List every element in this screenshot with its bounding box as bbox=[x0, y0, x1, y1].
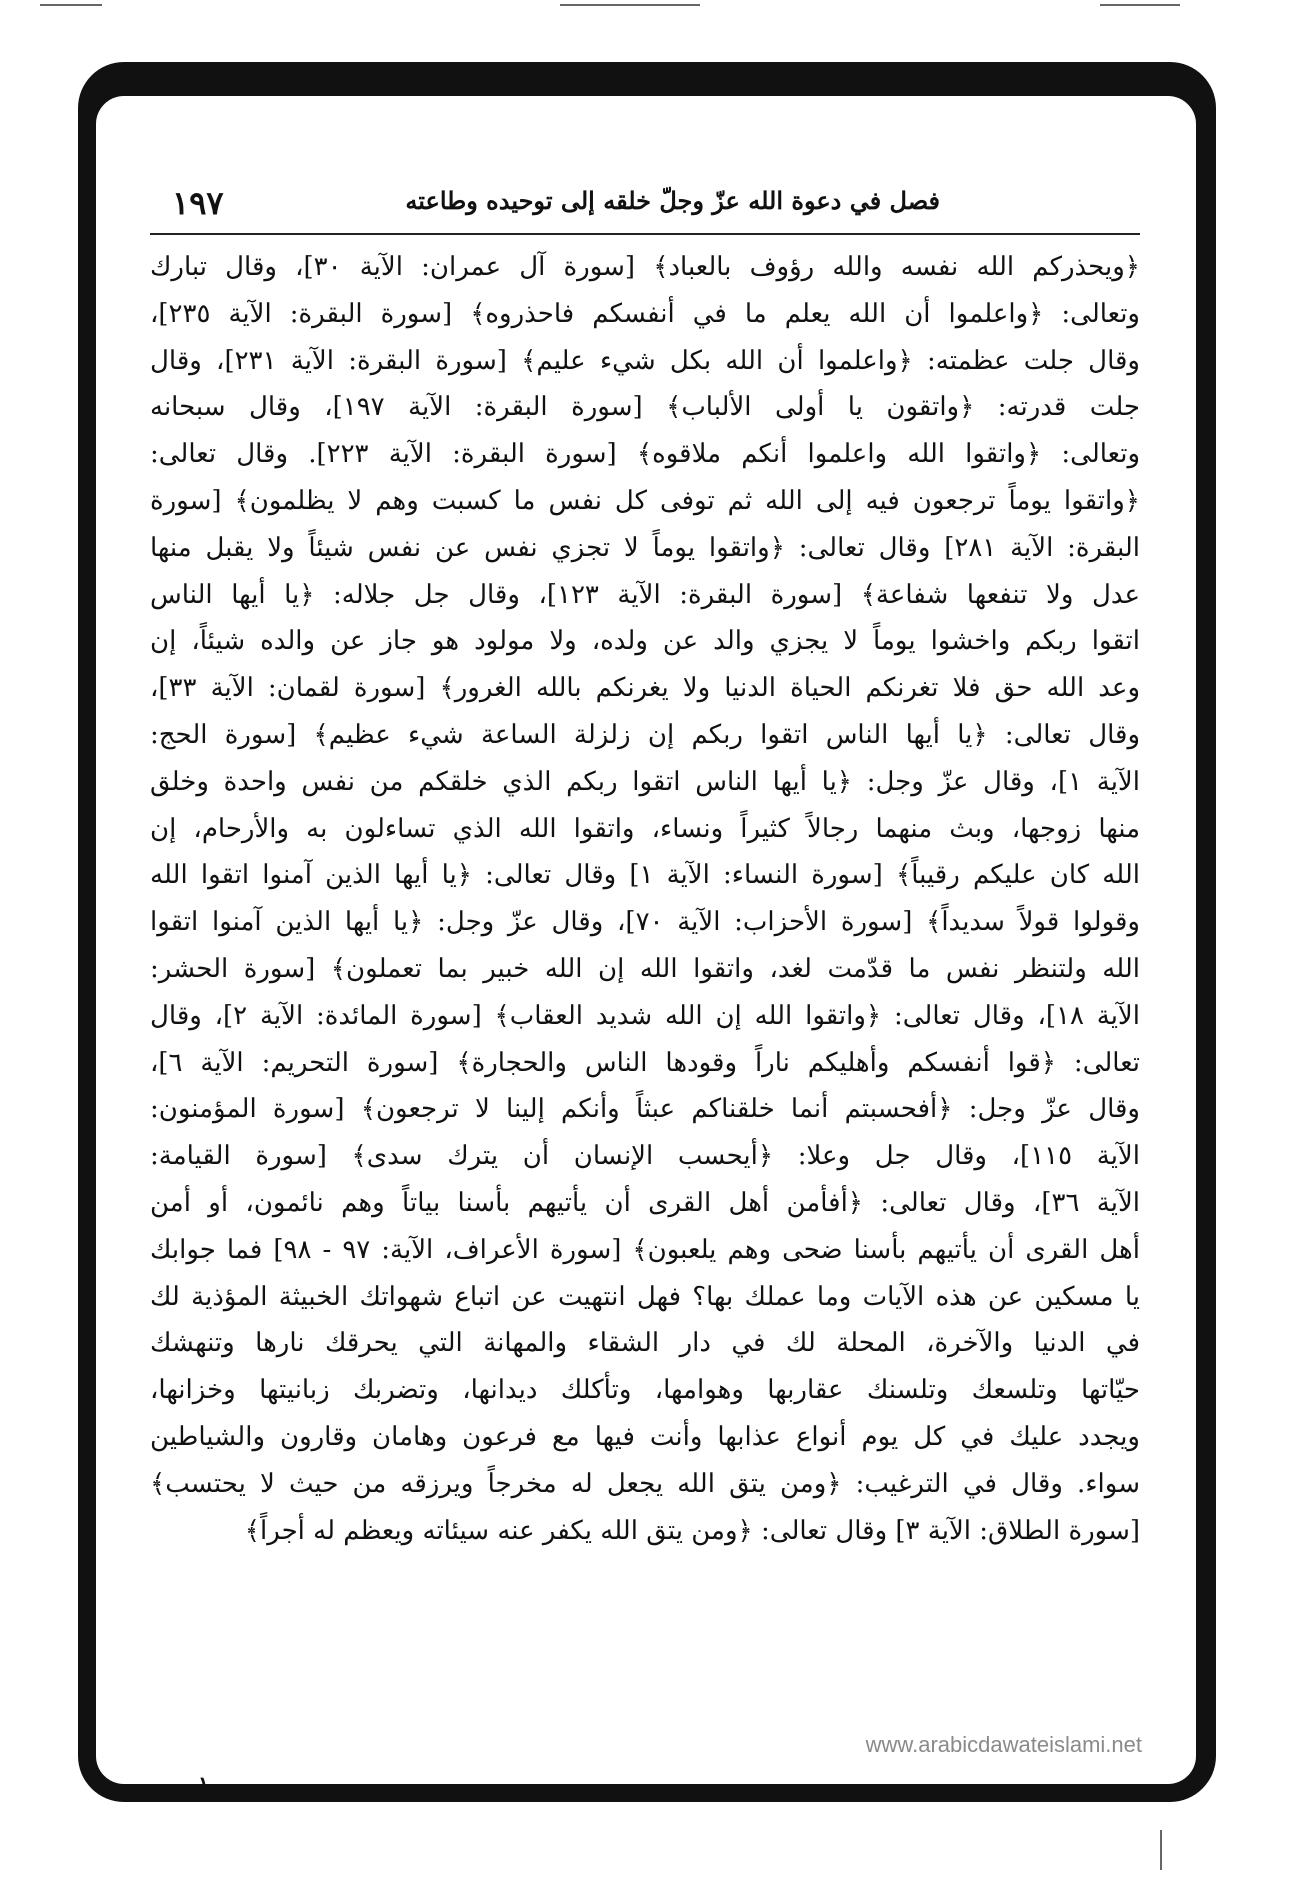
text-line: حيّاتها وتلسعك وتلسنك عقاربها وهوامها، وتأكلك ديدانها، وتضربك زبانيتها وخزانها، bbox=[150, 1375, 1140, 1406]
text-line: منها زوجها، وبث منهما رجالاً كثيراً ونساء، واتقوا الله الذي تساءلون به والأرحام، إن bbox=[150, 813, 1140, 844]
text-line: [سورة الطلاق: الآية ٣] وقال تعالى: ﴿ومن يتق الله يكفر عنه سيئاته ويعظم له أجراً﴾ bbox=[244, 1515, 1140, 1546]
text-line: ويجدد عليك في كل يوم أنواع عذابها وأنت فيها مع فرعون وهامان وقارون والشياطين bbox=[150, 1421, 1140, 1452]
text-line: اتقوا ربكم واخشوا يوماً لا يجزي والد عن ولده، ولا مولود هو جاز عن والده شيئاً، إن bbox=[150, 626, 1140, 657]
text-line: وتعالى: ﴿واعلموا أن الله يعلم ما في أنفسكم فاحذروه﴾ [سورة البقرة: الآية ٢٣٥]، bbox=[150, 298, 1140, 329]
text-line: ﴿ويحذركم الله نفسه والله رؤوف بالعباد﴾ [سورة آل عمران: الآية ٣٠]، وقال تبارك bbox=[150, 252, 1140, 282]
page-number: ١٩٧ bbox=[172, 184, 224, 222]
text-line: تعالى: ﴿قوا أنفسكم وأهليكم ناراً وقودها الناس والحجارة﴾ [سورة التحريم: الآية ٦]، bbox=[150, 1047, 1140, 1078]
scan-mark-top-center bbox=[560, 4, 700, 6]
text-line: الله ولتنظر نفس ما قدّمت لغد، واتقوا الله إن الله خبير بما تعملون﴾ [سورة الحشر: bbox=[150, 953, 1140, 984]
header-rule bbox=[150, 233, 1140, 235]
text-line: وقال عزّ وجل: ﴿أفحسبتم أنما خلقناكم عبثاً وأنكم إلينا لا ترجعون﴾ [سورة المؤمنون: bbox=[150, 1094, 1140, 1125]
text-line: سواء. وقال في الترغيب: ﴿ومن يتق الله يجعل له مخرجاً ويرزقه من حيث لا يحتسب﴾ bbox=[150, 1468, 1140, 1499]
text-line: الآية ١٨]، وقال تعالى: ﴿واتقوا الله إن الله شديد العقاب﴾ [سورة المائدة: الآية ٢]، وقال bbox=[150, 1000, 1140, 1031]
scan-mark-right-edge bbox=[1160, 1830, 1162, 1870]
text-line: جلت قدرته: ﴿واتقون يا أولى الألباب﴾ [سورة البقرة: الآية ١٩٧]، وقال سبحانه bbox=[150, 392, 1140, 423]
scan-mark-top-right bbox=[1100, 4, 1180, 6]
text-line: وقولوا قولاً سديداً﴾ [سورة الأحزاب: الآية ٧٠]، وقال عزّ وجل: ﴿يا أيها الذين آمنوا اتقوا bbox=[150, 907, 1140, 938]
watermark: www.arabicdawateislami.net bbox=[865, 1732, 1142, 1757]
page-header bbox=[150, 180, 1140, 230]
text-line: الآية ١]، وقال عزّ وجل: ﴿يا أيها الناس اتقوا ربكم الذي خلقكم من نفس واحدة وخلق bbox=[150, 766, 1140, 797]
footer-mark: ١ bbox=[198, 1772, 210, 1798]
running-title: فصل في دعوة الله عزّ وجلّ خلقه إلى توحيده وطاعته bbox=[405, 186, 940, 215]
text-line: الآية ٣٦]، وقال تعالى: ﴿أفأمن أهل القرى أن يأتيهم بأسنا بياتاً وهم نائمون، أو أمن bbox=[150, 1187, 1140, 1218]
text-line: أهل القرى أن يأتيهم بأسنا ضحى وهم يلعبون﴾ [سورة الأعراف، الآية: ٩٧ - ٩٨] فما جوابك bbox=[150, 1234, 1140, 1265]
text-line: وقال تعالى: ﴿يا أيها الناس اتقوا ربكم إن زلزلة الساعة شيء عظيم﴾ [سورة الحج: bbox=[150, 719, 1140, 750]
text-line: في الدنيا والآخرة، المحلة لك في دار الشقاء والمهانة التي يحرقك نارها وتنهشك bbox=[150, 1328, 1140, 1359]
text-line: ﴿واتقوا يوماً ترجعون فيه إلى الله ثم توفى كل نفس ما كسبت وهم لا يظلمون﴾ [سورة bbox=[150, 485, 1140, 516]
scan-mark-top-left bbox=[40, 4, 102, 6]
text-line: وقال جلت عظمته: ﴿واعلموا أن الله بكل شيء عليم﴾ [سورة البقرة: الآية ٢٣١]، وقال bbox=[150, 345, 1140, 376]
text-line: يا مسكين عن هذه الآيات وما عملك بها؟ فهل انتهيت عن اتباع شهواتك الخبيثة المؤذية لك bbox=[150, 1281, 1140, 1312]
body-text bbox=[150, 244, 1140, 1554]
text-line: عدل ولا تنفعها شفاعة﴾ [سورة البقرة: الآية ١٢٣]، وقال جل جلاله: ﴿يا أيها الناس bbox=[150, 579, 1140, 610]
text-line: الله كان عليكم رقيباً﴾ [سورة النساء: الآية ١] وقال تعالى: ﴿يا أيها الذين آمنوا اتقوا الله bbox=[150, 860, 1140, 891]
text-line: البقرة: الآية ٢٨١] وقال تعالى: ﴿واتقوا يوماً لا تجزي نفس عن نفس شيئاً ولا يقبل منها bbox=[150, 532, 1140, 563]
text-line: وتعالى: ﴿واتقوا الله واعلموا أنكم ملاقوه﴾ [سورة البقرة: الآية ٢٢٣]. وقال تعالى: bbox=[150, 439, 1140, 470]
text-line: الآية ١١٥]، وقال جل وعلا: ﴿أيحسب الإنسان أن يترك سدى﴾ [سورة القيامة: bbox=[150, 1141, 1140, 1172]
text-line: وعد الله حق فلا تغرنكم الحياة الدنيا ولا يغرنكم بالله الغرور﴾ [سورة لقمان: الآية ٣٣]، bbox=[150, 673, 1140, 704]
